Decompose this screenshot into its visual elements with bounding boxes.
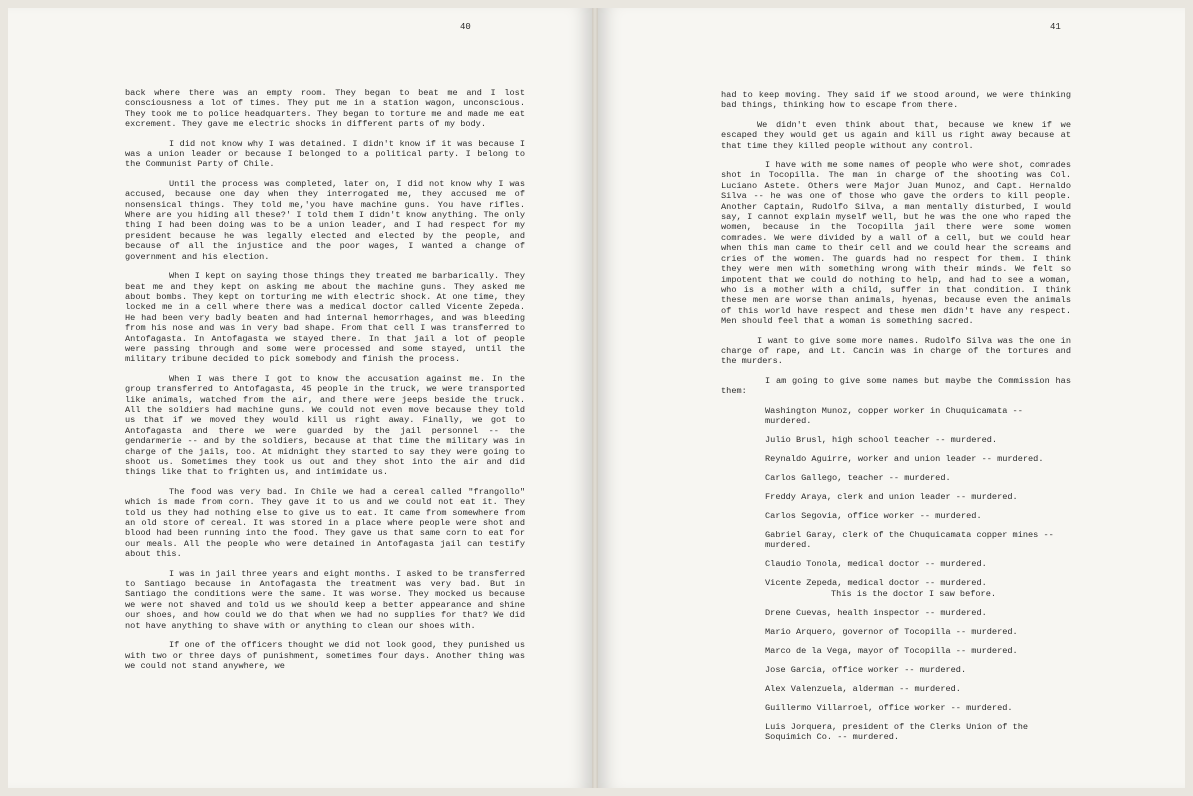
victims-list xyxy=(721,406,1071,743)
list-item xyxy=(765,435,1071,445)
paragraph: I have with me some names of people who were shot, comrades shot in Tocopilla. The man in charge of the shooting was Col. Luciano Astete. Others were Major Juan Munoz, and Capt. Hernaldo Silva -- he was one of those who gave the orders to kill people. Another Captain, Rudolfo Silva, a man mentally disturbed, I would say, I cannot explain myself well, but he was the one who raped the women, because in the Tocopilla jail there were some women comrades. We were divided by a wall of a cell, but we could hear when this man came to their cell and we could hear the screams and cries of the women. The guards had no respect for them. I think they were men with something wrong with their minds. We felt so impotent that we could do nothing to help, and had to see a woman, who is a mother with a child, suffer in that condition. I think these men are worse than animals, hyenas, because even the animals of this world have respect and these men didn't have any respect. Men should feel that a woman is something sacred. xyxy=(721,160,1071,327)
paragraph: I did not know why I was detained. I didn't know if it was because I was a union leader or because I belonged to a political party. I belong to the Communist Party of Chile. xyxy=(125,138,525,170)
paragraph: I want to give some more names. Rudolfo Silva was the one in charge of rape, and Lt. Cancin was in charge of the tortures and the murders. xyxy=(721,335,1071,367)
victim-entry: Freddy Araya, clerk and union leader -- murdered. xyxy=(765,491,1018,502)
list-item xyxy=(765,492,1071,502)
list-item xyxy=(765,627,1071,637)
page-body xyxy=(125,88,525,680)
paragraph: If one of the officers thought we did not look good, they punished us with two or three days of punishment, sometimes four days. Another thing was we could not stand anywhere, we xyxy=(125,640,525,671)
list-item xyxy=(765,646,1071,656)
page-body xyxy=(721,90,1071,751)
victim-entry: Carlos Segovia, office worker -- murdered. xyxy=(765,510,982,521)
victim-note: This is the doctor I saw before. xyxy=(831,588,997,599)
paragraph: When I was there I got to know the accusation against me. In the group transferred to Antofagasta, 45 people in the truck, we were transported like animals, watched from the air, and there were jeeps beside the truck. All the soldiers had machine guns. We could not even move because they told us that if we moved they would kill us right away. Finally, we got to Antofagasta and there we were guarded by the jail personnel -- the gendarmerie -- and by the soldiers, because at that time the military was in charge of the jails, too. At midnight they started to say they were going to shoot us. Sometimes they took us out and they shot into the air and did things like that to frighten us, and intimidate us. xyxy=(125,373,525,478)
right-page xyxy=(598,8,1185,788)
list-item xyxy=(765,406,1071,427)
list-item xyxy=(765,665,1071,675)
victim-entry: Marco de la Vega, mayor of Tocopilla -- murdered. xyxy=(765,645,1018,656)
paragraph: The food was very bad. In Chile we had a cereal called "frangollo" which is made from corn. They gave it to us and we could not eat it. They told us they had nothing else to give us to eat. It came from somewhere from an old store of cereal. It was stored in a place where people were shot and blood had been running into the food. They gave us that same corn to eat for our meals. All the people who were detained in Antofagasta jail can testify about this. xyxy=(125,486,525,560)
left-page xyxy=(8,8,592,788)
victim-entry: Reynaldo Aguirre, worker and union leader -- murdered. xyxy=(765,453,1044,464)
list-item xyxy=(765,578,1071,599)
victim-entry: Guillermo Villarroel, office worker -- murdered. xyxy=(765,702,1013,713)
list-item xyxy=(765,454,1071,464)
list-item xyxy=(765,511,1071,521)
list-item xyxy=(765,559,1071,569)
list-item xyxy=(765,722,1071,743)
victim-entry: Julio Brusl, high school teacher -- murdered. xyxy=(765,434,998,445)
victim-entry: Luis Jorquera, president of the Clerks Union of the Soquimich Co. -- murdered. xyxy=(765,721,1029,743)
list-item xyxy=(765,684,1071,694)
list-item xyxy=(765,608,1071,618)
victim-entry: Claudio Tonola, medical doctor -- murdered. xyxy=(765,559,987,570)
victim-entry: Vicente Zepeda, medical doctor -- murdered. xyxy=(765,578,987,589)
paragraph: When I kept on saying those things they treated me barbarically. They beat me and they kept on asking me about the machine guns. They asked me about bombs. They kept on torturing me with electric shock. At one time, they locked me in a cell where there was a medical doctor called Vicente Zepeda. He had been very badly beaten and had internal hemorrhages, and was bleeding from his nose and was in very bad shape. From that cell I was transferred to Antofagasta. In Antofagasta we stayed there. In that jail a lot of people were passing through and some were processed and some stayed, until the military tribune decided to pick somebody and finish the process. xyxy=(125,271,525,365)
paragraph: back where there was an empty room. They began to beat me and I lost consciousness a lot of times. They put me in a station wagon, unconscious. They took me to police headquarters. They began to torture me and made me eat excrement. They gave me electric shocks in different parts of my body. xyxy=(125,88,525,130)
victim-entry: Drene Cuevas, health inspector -- murdered. xyxy=(765,607,987,618)
victim-entry: Mario Arquero, governor of Tocopilla -- murdered. xyxy=(765,626,1018,637)
list-item xyxy=(765,530,1071,551)
victim-entry: Jose Garcia, office worker -- murdered. xyxy=(765,664,967,675)
paragraph: had to keep moving. They said if we stood around, we were thinking bad things, thinking how to escape from there. xyxy=(721,90,1071,111)
paragraph: Until the process was completed, later on, I did not know why I was accused, because one day when they interrogated me, they accused me of nonsensical things. They told me,'you have machine guns. You have rifles. Where are you hiding all these?' I told them I didn't know anything. The only thing I had been doing was to be a union leader, and I had respect for my president because he was legally elected and elected by the people, and because of all the injustice and the poor wages, I wanted a change of government and his election. xyxy=(125,178,525,262)
paragraph: I am going to give some names but maybe the Commission has them: xyxy=(721,375,1071,397)
victim-entry: Washington Munoz, copper worker in Chuquicamata -- murdered. xyxy=(765,405,1023,426)
list-item xyxy=(765,473,1071,483)
page-number: 41 xyxy=(1050,22,1061,32)
paragraph: We didn't even think about that, because we knew if we escaped they would get us again and kill us right away because at that time they killed people without any control. xyxy=(721,119,1071,151)
victim-entry: Alex Valenzuela, alderman -- murdered. xyxy=(765,683,961,694)
victim-entry: Carlos Gallego, teacher -- murdered. xyxy=(765,472,951,483)
page-number: 40 xyxy=(460,22,471,32)
paragraph: I was in jail three years and eight months. I asked to be transferred to Santiago because in Antofagasta the treatment was very bad. But in Santiago the conditions were the same. It was worse. They mocked us because we were not shaved and told us we should keep a better appearance and shine our shoes, and how could we do that when we had no supplies for that? We did not have anything to shave with or anything to clean our shoes with. xyxy=(125,568,525,631)
list-item xyxy=(765,703,1071,713)
victim-entry: Gabriel Garay, clerk of the Chuquicamata copper mines -- murdered. xyxy=(765,529,1054,551)
